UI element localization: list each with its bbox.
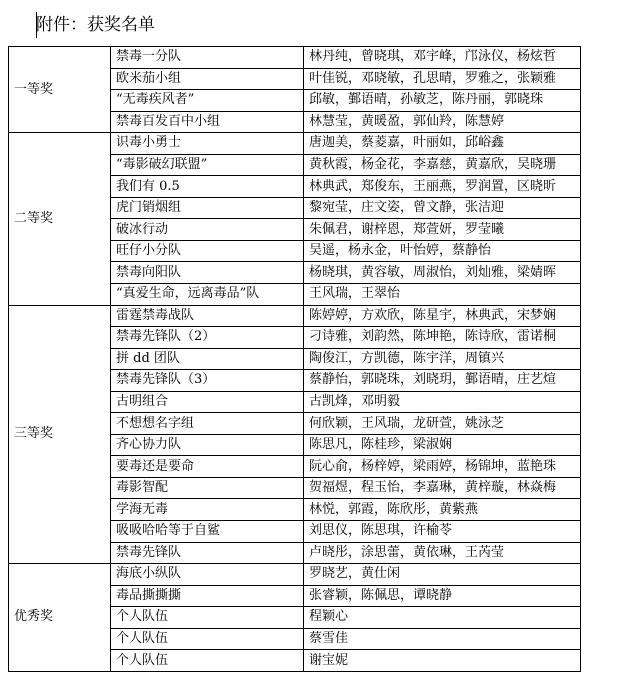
members-cell: 陈婷婷，方欢欣，陈星宇，林典武，宋梦娴 — [304, 305, 581, 327]
award-level-cell: 二等奖 — [9, 133, 111, 305]
team-name-cell: 拼 dd 团队 — [111, 348, 304, 370]
members-cell: 林丹纯，曾晓琪，邓宇峰，邝泳仪，杨炫哲 — [304, 47, 581, 69]
members-cell: 朱佩君，谢梓恩，郑萱妍，罗莹曦 — [304, 219, 581, 241]
members-cell: 林慧莹，黄暖盈，郭仙羚，陈慧婷 — [304, 111, 581, 133]
members-cell: 何欣颖，王风瑞，龙研萱，姚泳芝 — [304, 413, 581, 435]
table-row — [9, 305, 581, 327]
document-title: 附件：获奖名单 — [36, 15, 155, 35]
team-name-cell: 禁毒一分队 — [111, 47, 304, 69]
team-name-cell: 个人队伍 — [111, 628, 304, 650]
members-cell: 谢宝妮 — [304, 650, 581, 672]
members-cell: 阮心俞，杨梓婷，梁雨婷，杨锦坤，蓝艳珠 — [304, 456, 581, 478]
team-name-cell: “毒影破幻联盟” — [111, 154, 304, 176]
team-name-cell: 学海无毒 — [111, 499, 304, 521]
award-level-cell: 三等奖 — [9, 305, 111, 564]
team-name-cell: 雷霆禁毒战队 — [111, 305, 304, 327]
team-name-cell: 我们有 0.5 — [111, 176, 304, 198]
team-name-cell: 个人队伍 — [111, 607, 304, 629]
members-cell: 吴遥，杨永金，叶怡婷，蔡静怡 — [304, 240, 581, 262]
members-cell: 蔡雪佳 — [304, 628, 581, 650]
team-name-cell: 毒影智配 — [111, 477, 304, 499]
awards-table — [8, 46, 581, 672]
members-cell: 陶俊江，方凯德，陈宇洋，周镇兴 — [304, 348, 581, 370]
table-row — [9, 564, 581, 586]
members-cell: 贺福煜，程玉怡，李嘉琳，黄梓璇，林焱梅 — [304, 477, 581, 499]
members-cell: 林悦，郭霞，陈欣彤，黄紫燕 — [304, 499, 581, 521]
team-name-cell: 禁毒向阳队 — [111, 262, 304, 284]
team-name-cell: 古明组合 — [111, 391, 304, 413]
team-name-cell: 不想想名字组 — [111, 413, 304, 435]
team-name-cell: 要毒还是要命 — [111, 456, 304, 478]
members-cell: 黄秋霞，杨金花，李嘉慈，黄嘉欣，吴晓珊 — [304, 154, 581, 176]
award-level-cell: 优秀奖 — [9, 564, 111, 672]
members-cell: 林典武，郑俊东，王丽燕，罗润置，区晓昕 — [304, 176, 581, 198]
members-cell: 刘思仪，陈思琪，许榆苓 — [304, 521, 581, 543]
team-name-cell: 识毒小勇士 — [111, 133, 304, 155]
team-name-cell: 欧米茄小组 — [111, 68, 304, 90]
members-cell: 邱敏，鄞语晴，孙敏芝，陈丹丽，郭晓珠 — [304, 90, 581, 112]
team-name-cell: 毒品撕撕撕 — [111, 585, 304, 607]
members-cell: 程颖心 — [304, 607, 581, 629]
team-name-cell: 禁毒百发百中小组 — [111, 111, 304, 133]
team-name-cell: 禁毒先锋队 — [111, 542, 304, 564]
team-name-cell: 吸吸哈哈等于自鲨 — [111, 521, 304, 543]
team-name-cell: 禁毒先锋队（3） — [111, 370, 304, 392]
team-name-cell: 禁毒先锋队（2） — [111, 327, 304, 349]
members-cell: 叶佳锐，邓晓敏，孔思晴，罗雅之，张颖雅 — [304, 68, 581, 90]
awards-table-body — [9, 47, 581, 672]
members-cell: 罗晓艺，黄仕闲 — [304, 564, 581, 586]
table-row — [9, 133, 581, 155]
team-name-cell: 破冰行动 — [111, 219, 304, 241]
members-cell: 陈思凡，陈桂珍，梁淑娴 — [304, 434, 581, 456]
members-cell: 黎宛莹，庄文姿，曾文静，张洁迎 — [304, 197, 581, 219]
team-name-cell: 海底小纵队 — [111, 564, 304, 586]
members-cell: 卢晓彤，涂思蕾，黄依琳，王芮莹 — [304, 542, 581, 564]
members-cell: 王风瑞，王翠怡 — [304, 284, 581, 306]
members-cell: 刁诗雅，刘韵然，陈坤艳，陈诗欣，雷诺桐 — [304, 327, 581, 349]
team-name-cell: “真爱生命，远离毒品”队 — [111, 284, 304, 306]
members-cell: 张睿颖，陈佩思，谭晓静 — [304, 585, 581, 607]
team-name-cell: “无毒疾风者” — [111, 90, 304, 112]
members-cell: 唐迦美，蔡菱嘉，叶丽如，邱峪鑫 — [304, 133, 581, 155]
table-row — [9, 47, 581, 69]
team-name-cell: 个人队伍 — [111, 650, 304, 672]
members-cell: 蔡静怡，郭晓珠，刘晓玥，鄞语晴，庄艺煊 — [304, 370, 581, 392]
members-cell: 杨晓琪，黄容敏，周淑怡，刘灿雅，梁婧晖 — [304, 262, 581, 284]
award-level-cell: 一等奖 — [9, 47, 111, 133]
team-name-cell: 虎门销烟组 — [111, 197, 304, 219]
members-cell: 古凯烽，邓明毅 — [304, 391, 581, 413]
team-name-cell: 旺仔小分队 — [111, 240, 304, 262]
team-name-cell: 齐心协力队 — [111, 434, 304, 456]
